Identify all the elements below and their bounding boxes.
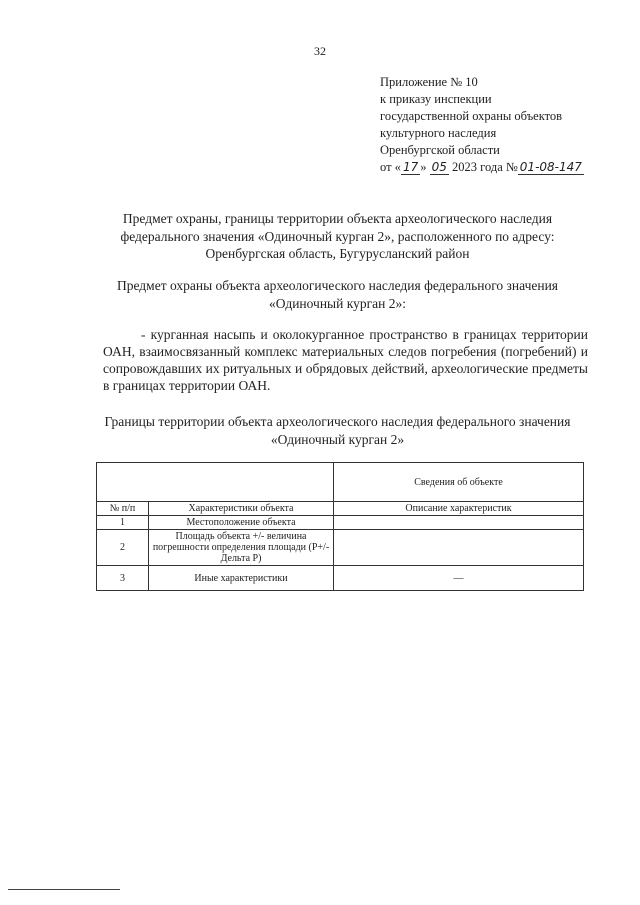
row-desc — [334, 516, 584, 530]
order-number: 01-08-147 — [519, 160, 582, 174]
table-row — [97, 516, 584, 530]
object-info-table — [96, 462, 584, 591]
row-num: 2 — [97, 530, 149, 566]
row-char: Местоположение объекта — [149, 516, 334, 530]
appendix-header — [380, 74, 584, 176]
appendix-date-line — [380, 159, 584, 176]
date-mid: » — [420, 160, 430, 174]
appendix-line-5: Оренбургской области — [380, 143, 500, 157]
row-char: Иные характеристики — [149, 566, 334, 591]
row-num: 3 — [97, 566, 149, 591]
table-header-main: Сведения об объекте — [334, 463, 584, 502]
appendix-line-4: культурного наследия — [380, 126, 497, 140]
col-header-num: № п/п — [97, 502, 149, 516]
protection-subject-heading: Предмет охраны объекта археологического наследия федерального значения «Одиночный курган 2»: — [116, 278, 559, 311]
document-title: Предмет охраны, границы территории объекта археологического наследия федерального значения «Одиночный курган 2», расположенного по адресу: Оренбургская область, Бугурусланский район — [120, 211, 555, 261]
table-row — [97, 566, 584, 591]
page-number: 32 — [314, 44, 326, 58]
territory-borders-heading: Границы территории объекта археологического наследия федерального значения «Одиночный курган 2» — [104, 414, 571, 447]
appendix-line-3: государственной охраны объектов — [380, 109, 563, 123]
row-desc — [334, 530, 584, 566]
appendix-line-2: к приказу инспекции — [380, 92, 492, 106]
row-num: 1 — [97, 516, 149, 530]
row-char: Площадь объекта +/- величина погрешности определения площади (P+/- Дельта P) — [149, 530, 334, 566]
table-row — [97, 530, 584, 566]
date-year: 2023 года № — [448, 160, 518, 174]
date-month: 05 — [431, 160, 447, 174]
table-top-left-cell — [97, 463, 334, 502]
protection-subject-paragraph: - курганная насыпь и околокурганное пространство в границах территории ОАН, взаимосвязанный комплекс материальных следов погребения (погребений) и сопровождавших их ритуальных и обрядовых действий, археологические предметы в границах территории ОАН. — [103, 327, 588, 393]
row-desc: — — [334, 566, 584, 591]
date-day: 17 — [402, 160, 419, 174]
footer-divider — [8, 889, 120, 890]
col-header-char: Характеристики объекта — [149, 502, 334, 516]
date-prefix: от « — [380, 160, 401, 174]
appendix-line-1: Приложение № 10 — [380, 75, 478, 89]
col-header-desc: Описание характеристик — [334, 502, 584, 516]
